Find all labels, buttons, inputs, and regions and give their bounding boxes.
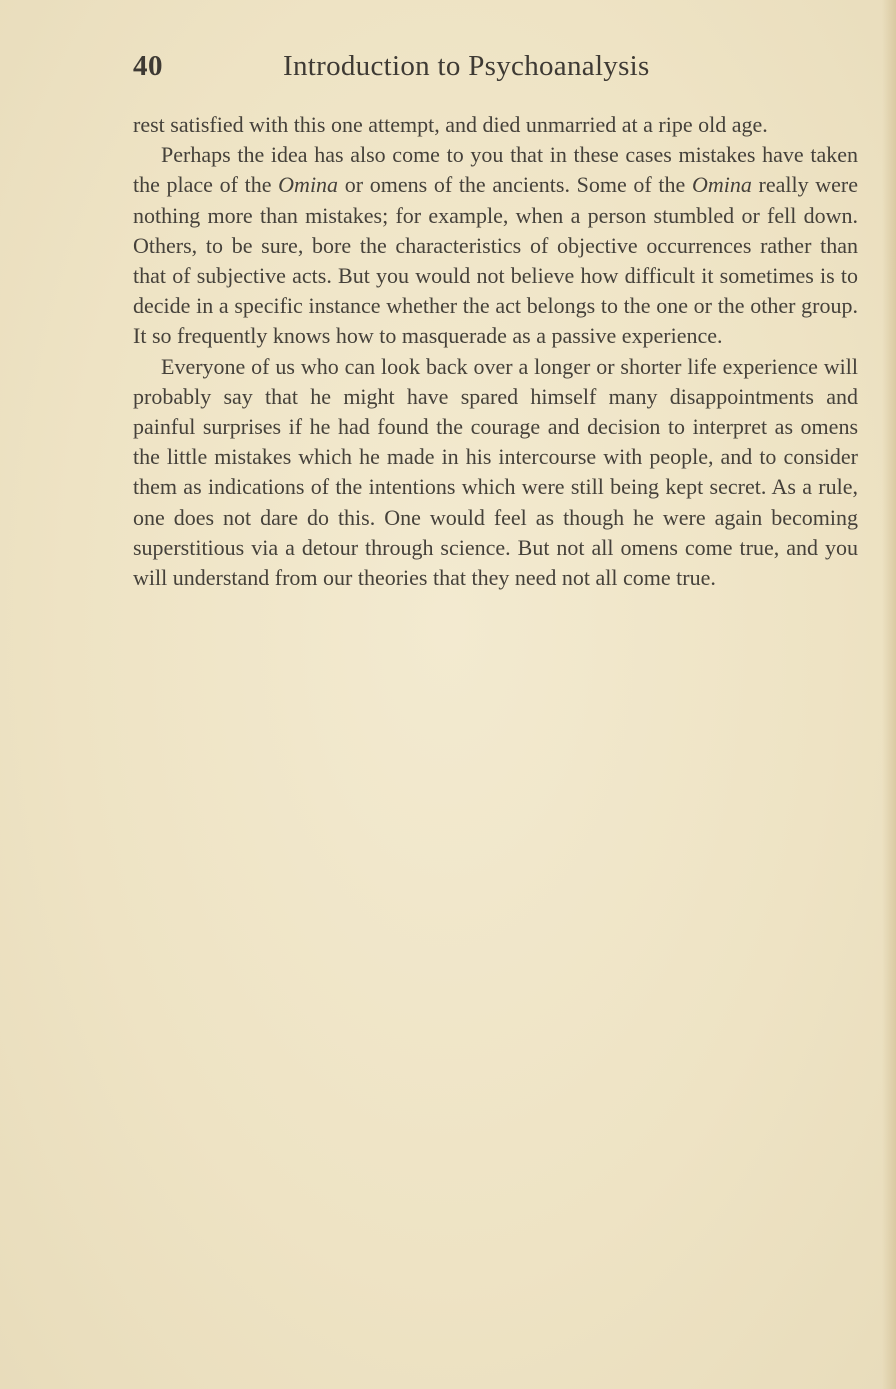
paragraph-omina xyxy=(133,140,858,351)
text-segment: rest satisfied with this one attempt, and died unmarried at a ripe old age. xyxy=(133,112,768,137)
text-segment: Perhaps the idea has also come to you that in these cases mistakes have taken the place of the xyxy=(133,142,858,198)
body-text xyxy=(133,110,858,593)
running-title: Introduction to Psychoanalysis xyxy=(283,50,650,82)
paragraph-omens xyxy=(133,352,858,594)
text-segment: or omens of the ancients. Some of the xyxy=(338,172,692,198)
page-edge-shadow xyxy=(882,0,896,1389)
italic-term-omina: Omina xyxy=(691,172,752,198)
page-header xyxy=(133,50,858,90)
page-number: 40 xyxy=(133,50,163,82)
paragraph-continued xyxy=(133,110,858,140)
italic-term-omina: Omina xyxy=(278,172,339,198)
text-segment: really were nothing more than mistakes; for example, when a person stumbled or fell down. Others, to be sure, bore the characteristics of objective occurrences rather than that of subjective acts. But you would not believe how difficult it sometimes is to decide in a specific instance whether the act belongs to the one or the other group. It so frequently knows how to masquerade as a passive experience. xyxy=(133,172,858,349)
text-segment: Everyone of us who can look back over a longer or shorter life experience will probably say that he might have spared himself many disappointments and painful surprises if he had found the courage and decision to interpret as omens the little mistakes which he made in his intercourse with people, and to consider them as indications of the intentions which were still being kept secret. As a rule, one does not dare do this. One would feel as though he were again becoming superstitious via a detour through science. But not all omens come true, and you will understand from our theories that they need not all come true. xyxy=(133,353,858,591)
